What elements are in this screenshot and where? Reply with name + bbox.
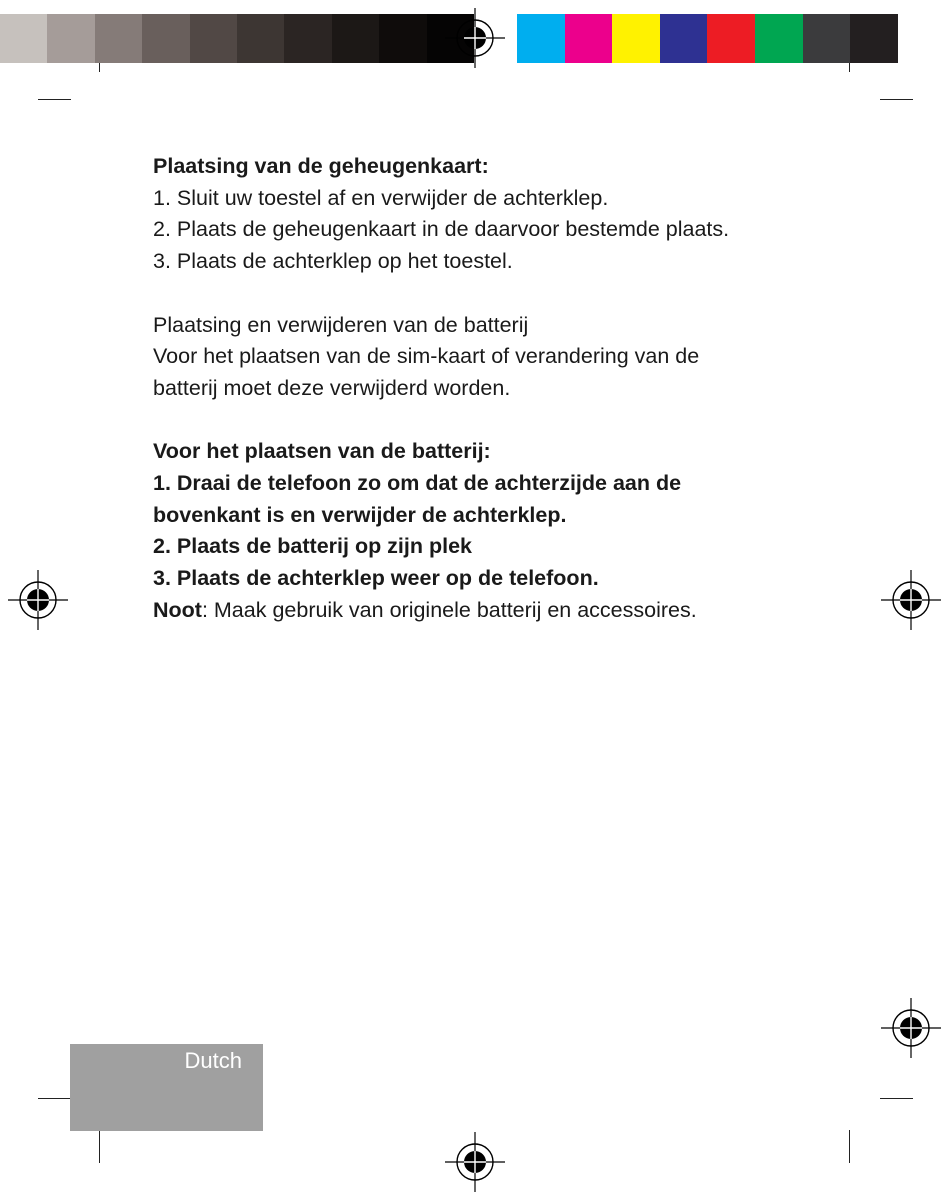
language-tab — [70, 1044, 263, 1131]
crop-mark — [849, 63, 850, 72]
color-swatch — [379, 14, 426, 63]
color-swatch — [755, 14, 803, 63]
battery-intro-line: Voor het plaatsen van de sim-kaart of verandering van de — [153, 344, 700, 369]
color-swatch — [850, 14, 898, 63]
note-text: : Maak gebruik van originele batterij en accessoires. — [201, 597, 697, 622]
process-color-swatch-bar — [517, 14, 898, 63]
language-label: Dutch — [184, 1048, 242, 1073]
crop-mark — [880, 1098, 913, 1099]
color-swatch — [332, 14, 379, 63]
color-swatch — [237, 14, 284, 63]
manual-page-body — [153, 151, 853, 627]
color-swatch — [707, 14, 755, 63]
color-swatch — [803, 14, 851, 63]
color-swatch — [47, 14, 94, 63]
crop-mark — [38, 1098, 71, 1099]
paragraph-gap — [153, 278, 853, 310]
memory-card-step: 2. Plaats de geheugenkaart in de daarvoor bestemde plaats. — [153, 217, 730, 242]
color-swatch — [612, 14, 660, 63]
registration-mark-icon — [445, 8, 505, 68]
memory-card-step: 1. Sluit uw toestel af en verwijder de achterklep. — [153, 185, 609, 210]
color-swatch — [0, 14, 47, 63]
color-swatch — [95, 14, 142, 63]
registration-mark-icon — [8, 570, 68, 630]
crop-mark — [880, 99, 913, 100]
registration-mark-icon — [881, 998, 941, 1058]
memory-card-heading: Plaatsing van de geheugenkaart: — [153, 154, 489, 178]
memory-card-step: 3. Plaats de achterklep op het toestel. — [153, 249, 513, 274]
crop-mark — [99, 1130, 100, 1163]
color-swatch — [517, 14, 565, 63]
battery-step: bovenkant is en verwijder de achterklep. — [153, 502, 567, 527]
note-label: Noot — [153, 597, 202, 622]
color-swatch — [660, 14, 708, 63]
crop-mark — [38, 99, 71, 100]
battery-step: 3. Plaats de achterklep weer op de telefoon. — [153, 566, 599, 591]
battery-intro-line: batterij moet deze verwijderd worden. — [153, 375, 511, 400]
battery-intro-line: Plaatsing en verwijderen van de batterij — [153, 312, 529, 337]
crop-mark — [99, 63, 100, 72]
battery-step: 1. Draai de telefoon zo om dat de achterzijde aan de — [153, 471, 682, 495]
battery-step: 2. Plaats de batterij op zijn plek — [153, 534, 473, 559]
registration-mark-icon — [445, 1132, 505, 1192]
color-swatch — [190, 14, 237, 63]
registration-mark-icon — [881, 570, 941, 630]
color-swatch — [284, 14, 331, 63]
color-swatch — [142, 14, 189, 63]
crop-mark — [849, 1130, 850, 1163]
battery-heading: Voor het plaatsen van de batterij: — [153, 439, 491, 464]
paragraph-gap — [153, 405, 853, 437]
note-line — [153, 595, 853, 627]
color-swatch — [565, 14, 613, 63]
grayscale-swatch-bar — [0, 14, 474, 63]
